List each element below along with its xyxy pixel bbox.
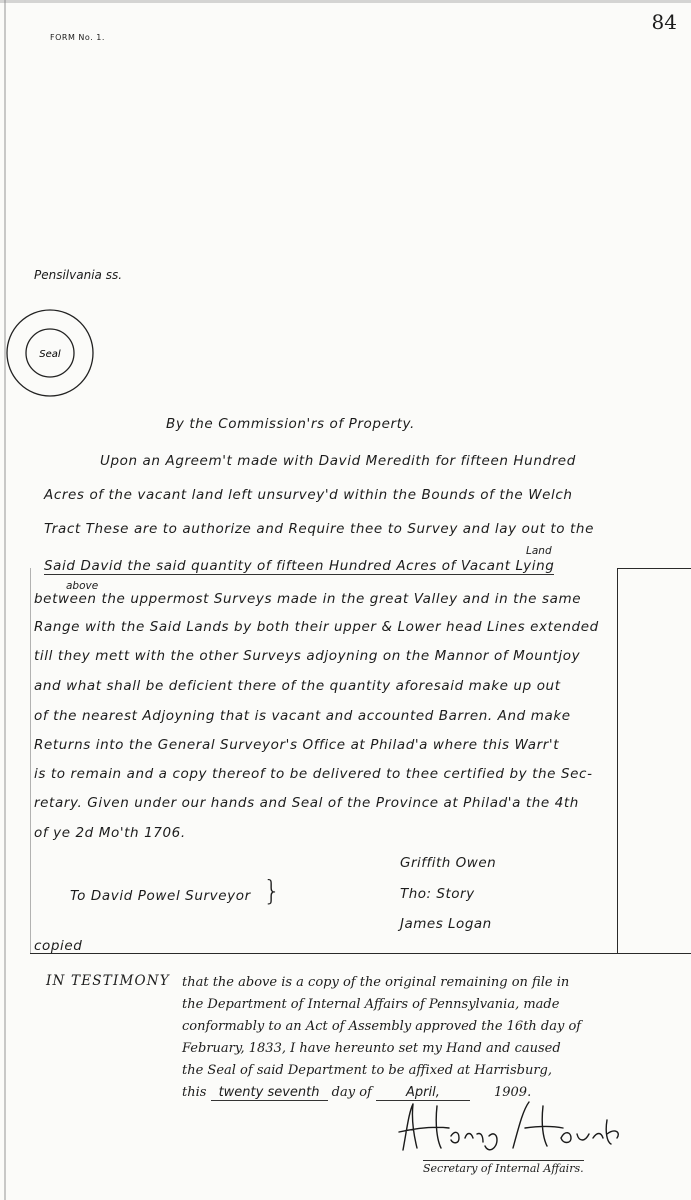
body-line-10: Returns into the General Surveyor's Office at Philad'a where this Warr't: [34, 737, 560, 753]
brace-mark: }: [263, 874, 281, 907]
signature-title: Secretary of Internal Affairs.: [423, 1162, 584, 1175]
testimony-line-3: conformably to an Act of Assembly approved the 16th day of: [182, 1019, 582, 1034]
margin-vertical-rule: [617, 568, 618, 954]
signer-3: James Logan: [400, 916, 492, 932]
seal-icon: [4, 307, 96, 399]
testimony-line-4: February, 1833, I have hereunto set my Hand and caused: [182, 1041, 561, 1056]
day-filled: twenty seventh: [211, 1085, 328, 1101]
signer-1: Griffith Owen: [400, 855, 497, 871]
form-number: FORM No. 1.: [50, 33, 105, 42]
body-line-5: between the uppermost Surveys made in the great Valley and in the same: [34, 591, 582, 607]
bottom-rule: [30, 953, 618, 954]
body-line-2: Acres of the vacant land left unsurvey'd within the Bounds of the Welch: [44, 487, 573, 503]
copied-note: copied: [34, 938, 83, 954]
testimony-heading: IN TESTIMONY: [46, 973, 170, 989]
body-line-6: Range with the Said Lands by both their upper & Lower head Lines extended: [34, 619, 599, 635]
document-heading: By the Commission'rs of Property.: [166, 416, 415, 432]
addressee: To David Powel Surveyor: [70, 888, 251, 904]
body-line-9: of the nearest Adjoyning that is vacant and accounted Barren. And make: [34, 708, 571, 724]
body-line-8: and what shall be deficient there of the quantity aforesaid make up out: [34, 678, 561, 694]
body-line-3: Tract These are to authorize and Require thee to Survey and lay out to the: [44, 521, 594, 537]
testimony-line-1: that the above is a copy of the original remaining on file in: [182, 975, 570, 990]
body-line-4: Said David the said quantity of fifteen Hundred Acres of Vacant Lying: [44, 558, 555, 574]
insert-land: Land: [526, 545, 552, 557]
signer-2: Tho: Story: [400, 886, 475, 902]
margin-rule-top: [617, 568, 691, 569]
testimony-line-2: the Department of Internal Affairs of Pennsylvania, made: [182, 997, 560, 1012]
seal-label: Seal: [39, 349, 61, 360]
insert-above: above: [66, 580, 99, 592]
scan-left-edge: [4, 0, 6, 1200]
this-label: this: [182, 1085, 207, 1100]
year: 1909.: [493, 1085, 532, 1100]
testimony-line-5: the Seal of said Department to be affixed at Harrisburg,: [182, 1063, 552, 1078]
day-of-label: day of: [331, 1085, 372, 1100]
body-line-7: till they mett with the other Surveys adjoyning on the Mannor of Mountjoy: [34, 648, 581, 664]
body-line-11: is to remain and a copy thereof to be delivered to thee certified by the Sec-: [34, 766, 593, 782]
left-margin-rule: [30, 568, 31, 954]
scan-top-edge: [0, 0, 691, 3]
page-number: 84: [651, 10, 677, 34]
body-line-12: retary. Given under our hands and Seal of the Province at Philad'a the 4th: [34, 795, 579, 811]
month-filled: April,: [376, 1085, 470, 1101]
body-line-1: Upon an Agreem't made with David Meredith for fifteen Hundred: [100, 453, 576, 469]
signature-image: [393, 1098, 628, 1158]
province-heading: Pensilvania ss.: [34, 268, 123, 282]
body-line-13: of ye 2d Mo'th 1706.: [34, 825, 186, 841]
margin-rule-bottom: [617, 953, 691, 954]
